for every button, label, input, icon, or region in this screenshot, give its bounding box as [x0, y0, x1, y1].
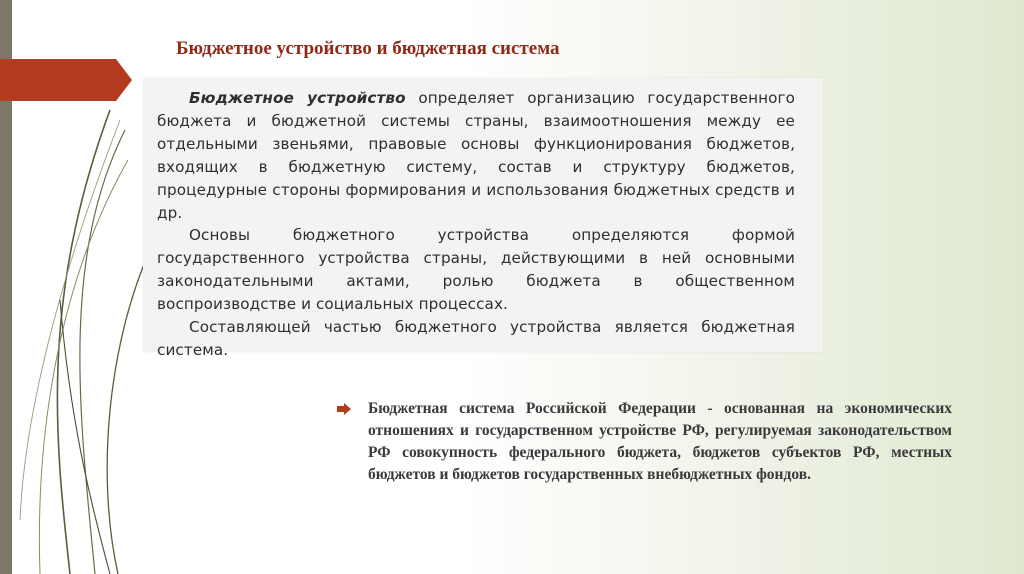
scan-paragraph-1-text: определяет организацию государственного бюджета и бюджетной системы страны, взаимоотношения между ее отдельными звеньями, правовые основы функционирования бюджетов, входящих в бюджетную систему, состав и структуру бюджетов, процедурные стороны формирования и использования бюджетных средств и др. [157, 89, 796, 222]
bullet-item [346, 398, 952, 486]
term-budget-structure: Бюджетное устройство [189, 89, 406, 107]
bullet-text: Бюджетная система Российской Федерации - основанная на экономических отношениях и государственном устройстве РФ, регулируемая законодательством РФ совокупность федерального бюджета, бюджетов субъектов РФ, местных бюджетов и бюджетов государственных внебюджетных фондов. [368, 400, 952, 483]
scan-paragraph-3: Составляющей частью бюджетного устройства является бюджетная система. [157, 318, 795, 359]
slide-title: Бюджетное устройство и бюджетная система [176, 38, 560, 59]
red-title-arrow [0, 59, 132, 101]
scanned-text-image [143, 78, 823, 359]
scan-paragraph-2: Основы бюджетного устройства определяются формой государственного устройства страны, действующими в ней основными законодательными актами, ролью бюджета в общественном воспроизводстве и социальных процессах. [157, 226, 795, 314]
scan-paragraph-1 [157, 87, 795, 224]
